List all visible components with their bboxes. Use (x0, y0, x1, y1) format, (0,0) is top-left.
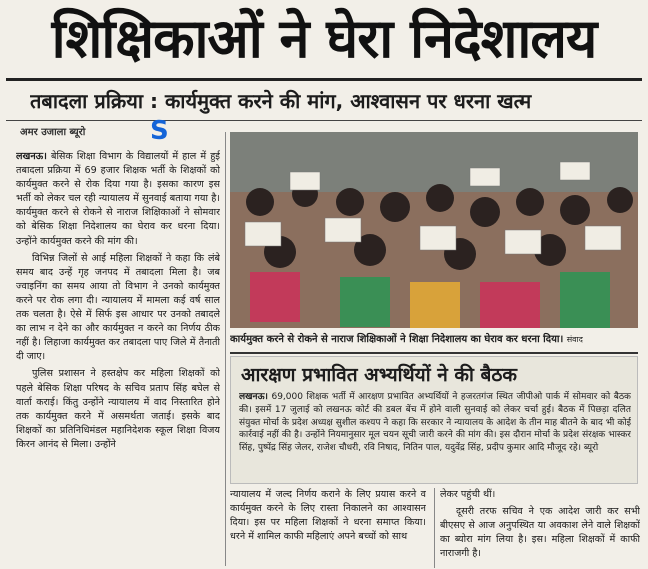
logo-s: S (150, 116, 169, 146)
right-paragraph-2: दूसरी तरफ सचिव ने एक आदेश जारी कर सभी बीएसए से आज अनुपस्थित या अवकाश लेने वाले शिक्षकों का ब्योरा मांग लिया है। इस। महिला शिक्षकों में काफी नाराजगी है। (440, 506, 640, 560)
byline: अमर उजाला ब्यूरो (20, 127, 86, 138)
middle-paragraph: न्यायालय में जल्द निर्णय कराने के लिए प्रयास करने व कार्यमुक्त करने के लिए रास्ता निकालने का आश्वासन दिया। इस पर महिला शिक्षकों ने धरना समाप्त किया। धरने में शामिल काफी महिलाएं अपने बच्चों को साथ (230, 489, 426, 543)
right-paragraph-1: लेकर पहुंची थीं। (440, 489, 496, 500)
caption-rule (230, 352, 638, 354)
subheadline: तबादला प्रक्रिया : कार्यमुक्त करने की मांग, आश्वासन पर धरना खत्म (30, 89, 532, 113)
subhead-rule (6, 120, 642, 121)
left-column (16, 150, 220, 566)
photo-caption (230, 330, 638, 350)
protest-photo (230, 132, 638, 328)
left-paragraph-3: पुलिस प्रशासन ने हस्तक्षेप कर महिला शिक्षकों को पहले बेसिक शिक्षा परिषद के सचिव प्रताप सिंह बघेल से वार्ता कराई। किंतु उन्होंने न्यायालय में वाद निस्तारित होने तक कार्यमुक्त करने में असमर्थता जताई। इसके बाद शिक्षकों का प्रतिनिधिमंडल महानिदेशक स्कूल शिक्षा विजय किरन आनंद से मिला। उन्होंने (16, 368, 220, 450)
photo-credit: संवाद (566, 335, 583, 344)
protest-photo-illustration (230, 132, 638, 328)
box-paragraph (239, 391, 631, 455)
column-divider (225, 132, 226, 566)
reservation-meeting-box (230, 356, 638, 484)
left-paragraph-1-text: बेसिक शिक्षा विभाग के विद्यालयों में हाल में हुई तबादला प्रक्रिया में 69 हजार शिक्षक भर्ती के शिक्षकों को कार्यमुक्त करने से रोक दिया गया है। इसका कारण इस भर्ती को लेकर चल रही न्यायालय में सुनवाई बताया गया है। कार्यमुक्त करने से रोकने से नाराज शिक्षिकाओं ने सोमवार को बेसिक शिक्षा निदेशालय का घेराव कर धरना दिया। उन्होंने कार्यमुक्त करने की मांग की। (16, 151, 220, 247)
middle-column (230, 488, 426, 568)
dateline: लखनऊ। (16, 151, 47, 162)
left-paragraph-2: विभिन्न जिलों से आई महिला शिक्षकों ने कहा कि लंबे समय बाद उन्हें गृह जनपद में तबादला मिला है। जब ज्वाइनिंग का समय आया तो विभाग ने उनको कार्यमुक्त करने पर रोक लगा दी। न्यायालय में मामला कई वर्ष साल तक चलता है। ऐसे में सिर्फ इस आधार पर उनको तबादले का लाभ न देने का और कार्यमुक्त न करने का निर्णय ठीक नहीं है। लिहाजा कार्यमुक्त कर तबादला पाए जिले में तैनाती दी जाए। (16, 252, 220, 363)
left-paragraph-1 (16, 150, 220, 249)
box-text: 69,000 शिक्षक भर्ती में आरक्षण प्रभावित अभ्यर्थियों ने हजरतगंज स्थित जीपीओ पार्क में सोमवार को बैठक की। इसमें 17 जुलाई को लखनऊ कोर्ट की डबल बेंच में होने वाली सुनवाई को लेकर चर्चा हुई। बैठक में पिछड़ा दलित संयुक्त मोर्चा के प्रदेश अध्यक्ष सुशील कश्यप ने कहा कि सरकार ने न्यायालय के आदेश के तीन माह बीतने के बाद भी कोई कार्रवाई नहीं की है। उन्होंने नियमानुसार मूल चयन सूची जारी करने की मांग की। इस दौरान मोर्चा के प्रदेश संरक्षक भास्कर सिंह, पुष्पेंद्र सिंह जेलर, राजेश चौधरी, रवि निषाद, नितिन पाल, यदुवेंद्र सिंह, प्रदीप कुमार आदि मौजूद रहे। ब्यूरो (239, 392, 631, 454)
box-dateline: लखनऊ। (239, 392, 268, 402)
column-divider-2 (434, 488, 435, 568)
box-body (239, 391, 631, 483)
right-column (440, 488, 640, 568)
photo-caption-text: कार्यमुक्त करने से रोकने से नाराज शिक्षिकाओं ने शिक्षा निदेशालय का घेराव कर धरना दिया। (230, 334, 564, 345)
headline-rule (6, 78, 642, 81)
headline: शिक्षिकाओं ने घेरा निदेशालय (51, 7, 597, 70)
box-title: आरक्षण प्रभावित अभ्यर्थियों ने की बैठक (241, 364, 518, 386)
